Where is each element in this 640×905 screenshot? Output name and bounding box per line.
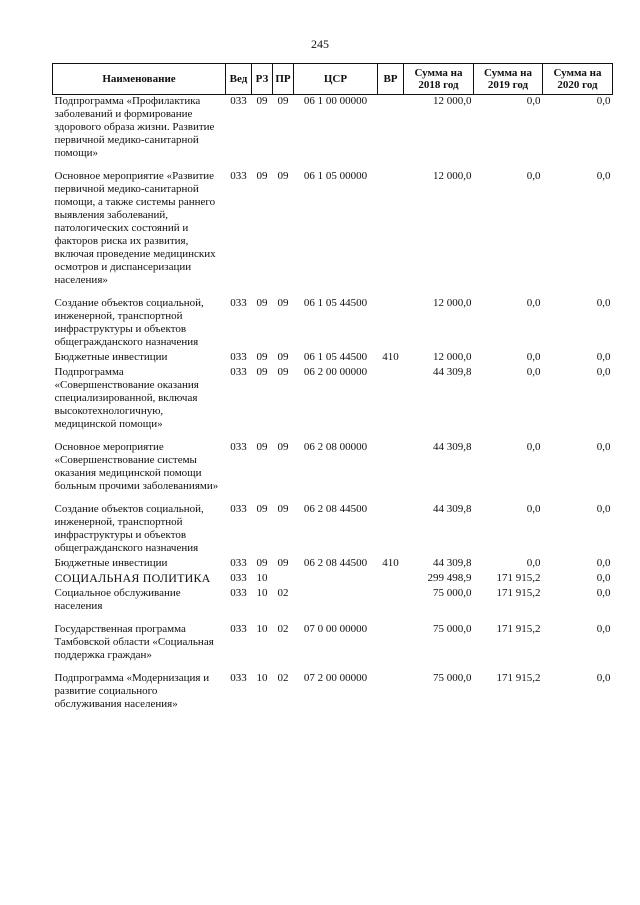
row-ved: 033 xyxy=(230,572,247,584)
row-ved: 033 xyxy=(230,672,247,684)
row-ved: 033 xyxy=(230,587,247,599)
row-rz: 10 xyxy=(256,672,268,684)
table-row xyxy=(53,351,613,366)
row-pr: 02 xyxy=(277,587,289,599)
row-sum-2020: 0,0 xyxy=(596,366,611,378)
row-sum-2020: 0,0 xyxy=(596,297,611,309)
table-row xyxy=(53,366,613,441)
header-sum-2019: Сумма на 2019 год xyxy=(474,64,543,95)
row-csr: 06 2 08 44500 xyxy=(303,503,368,515)
row-pr: 09 xyxy=(277,441,289,453)
row-csr: 06 2 00 00000 xyxy=(303,366,368,378)
row-name: Создание объектов социальной, инженерной, транспортной инфраструктуры и объектов общегражданского назначения xyxy=(54,503,204,554)
row-csr: 06 1 05 44500 xyxy=(303,351,368,363)
row-vr xyxy=(378,366,404,441)
row-sum-2019: 171 915,2 xyxy=(496,587,541,599)
row-sum-2020: 0,0 xyxy=(596,503,611,515)
row-csr: 07 2 00 00000 xyxy=(303,672,368,684)
row-sum-2018: 44 309,8 xyxy=(433,441,472,453)
row-csr: 06 1 05 00000 xyxy=(303,170,368,182)
table-row xyxy=(53,503,613,557)
row-sum-2020: 0,0 xyxy=(596,170,611,182)
row-pr: 09 xyxy=(277,351,289,363)
row-rz: 10 xyxy=(256,572,268,584)
header-sum-2018: Сумма на 2018 год xyxy=(404,64,474,95)
row-rz: 09 xyxy=(256,351,268,363)
row-sum-2020: 0,0 xyxy=(596,623,611,635)
row-name: Бюджетные инвестиции xyxy=(54,557,168,569)
row-pr: 09 xyxy=(277,366,289,378)
row-pr: 09 xyxy=(277,503,289,515)
row-ved: 033 xyxy=(230,623,247,635)
row-csr: 06 1 00 00000 xyxy=(303,95,368,107)
header-vr: ВР xyxy=(378,64,404,95)
row-ved: 033 xyxy=(230,366,247,378)
page-number: 245 xyxy=(311,37,329,51)
row-sum-2018: 12 000,0 xyxy=(433,170,472,182)
row-vr xyxy=(378,503,404,557)
row-sum-2019: 0,0 xyxy=(526,95,541,107)
row-rz: 09 xyxy=(256,503,268,515)
row-sum-2018: 12 000,0 xyxy=(433,351,472,363)
row-pr xyxy=(273,572,294,587)
row-rz: 09 xyxy=(256,366,268,378)
table-header-row xyxy=(53,64,613,95)
row-name: Основное мероприятие «Развитие первичной медико-санитарной помощи, а также системы раннего выявления заболеваний, патологических состояний и факторов риска их развития, включая проведение медицинских осмотров и диспансеризации населения» xyxy=(54,170,216,286)
row-sum-2018: 44 309,8 xyxy=(433,366,472,378)
row-name: Социальное обслуживание населения xyxy=(54,587,181,612)
row-name: Государственная программа Тамбовской области «Социальная поддержка граждан» xyxy=(54,623,214,661)
row-rz: 09 xyxy=(256,297,268,309)
row-sum-2019: 171 915,2 xyxy=(496,672,541,684)
row-rz: 09 xyxy=(256,95,268,107)
row-csr: 06 1 05 44500 xyxy=(303,297,368,309)
header-pr: ПР xyxy=(273,64,294,95)
row-sum-2019: 0,0 xyxy=(526,366,541,378)
row-vr xyxy=(378,572,404,587)
row-sum-2018: 44 309,8 xyxy=(433,557,472,569)
row-sum-2019: 0,0 xyxy=(526,557,541,569)
table-row xyxy=(53,170,613,297)
table-row xyxy=(53,587,613,623)
row-vr xyxy=(378,170,404,297)
row-sum-2019: 0,0 xyxy=(526,503,541,515)
row-sum-2020: 0,0 xyxy=(596,441,611,453)
header-name: Наименование xyxy=(53,64,226,95)
row-pr: 09 xyxy=(277,170,289,182)
row-sum-2020: 0,0 xyxy=(596,572,611,584)
row-sum-2018: 75 000,0 xyxy=(433,587,472,599)
header-sum-2020: Сумма на 2020 год xyxy=(543,64,613,95)
budget-table xyxy=(52,63,613,721)
row-name: Подпрограмма «Профилактика заболеваний и формирование здорового образа жизни. Развитие первичной медико-санитарной помощи» xyxy=(54,95,215,159)
row-sum-2019: 171 915,2 xyxy=(496,572,541,584)
table-row xyxy=(53,572,613,587)
row-sum-2020: 0,0 xyxy=(596,557,611,569)
row-sum-2018: 44 309,8 xyxy=(433,503,472,515)
row-sum-2018: 299 498,9 xyxy=(427,572,472,584)
row-ved: 033 xyxy=(230,351,247,363)
header-rz: РЗ xyxy=(252,64,273,95)
table-row xyxy=(53,557,613,572)
table-row xyxy=(53,441,613,503)
row-name: Подпрограмма «Совершенствование оказания специализированной, включая высокотехнологичную, медицинской помощи» xyxy=(54,366,199,430)
row-vr: 410 xyxy=(382,351,399,363)
row-rz: 10 xyxy=(256,587,268,599)
row-sum-2018: 12 000,0 xyxy=(433,95,472,107)
row-rz: 09 xyxy=(256,557,268,569)
row-sum-2018: 75 000,0 xyxy=(433,623,472,635)
row-rz: 09 xyxy=(256,170,268,182)
row-name: Бюджетные инвестиции xyxy=(54,351,168,363)
row-vr xyxy=(378,587,404,623)
row-pr: 09 xyxy=(277,297,289,309)
table-row xyxy=(53,297,613,351)
row-sum-2020: 0,0 xyxy=(596,95,611,107)
row-rz: 09 xyxy=(256,441,268,453)
row-sum-2019: 171 915,2 xyxy=(496,623,541,635)
table-row xyxy=(53,95,613,171)
row-ved: 033 xyxy=(230,557,247,569)
row-name: Создание объектов социальной, инженерной, транспортной инфраструктуры и объектов общегражданского назначения xyxy=(54,297,204,348)
row-sum-2018: 12 000,0 xyxy=(433,297,472,309)
row-csr: 06 2 08 00000 xyxy=(303,441,368,453)
row-sum-2019: 0,0 xyxy=(526,170,541,182)
row-vr xyxy=(378,95,404,171)
row-vr xyxy=(378,441,404,503)
row-vr xyxy=(378,623,404,672)
row-sum-2019: 0,0 xyxy=(526,351,541,363)
row-pr: 09 xyxy=(277,557,289,569)
header-ved: Вед xyxy=(226,64,252,95)
row-sum-2019: 0,0 xyxy=(526,441,541,453)
table-row xyxy=(53,672,613,721)
row-pr: 02 xyxy=(277,672,289,684)
row-sum-2020: 0,0 xyxy=(596,351,611,363)
row-pr: 02 xyxy=(277,623,289,635)
row-name: Подпрограмма «Модернизация и развитие социального обслуживания населения» xyxy=(54,672,210,710)
row-ved: 033 xyxy=(230,441,247,453)
row-csr xyxy=(294,572,378,587)
table-body xyxy=(53,95,613,722)
row-name: СОЦИАЛЬНАЯ ПОЛИТИКА xyxy=(54,571,211,585)
header-csr: ЦСР xyxy=(294,64,378,95)
row-name: Основное мероприятие «Совершенствование системы оказания медицинской помощи больным прочими заболеваниями» xyxy=(54,441,219,492)
row-pr: 09 xyxy=(277,95,289,107)
row-vr xyxy=(378,672,404,721)
row-ved: 033 xyxy=(230,170,247,182)
row-sum-2018: 75 000,0 xyxy=(433,672,472,684)
row-ved: 033 xyxy=(230,297,247,309)
row-rz: 10 xyxy=(256,623,268,635)
row-sum-2020: 0,0 xyxy=(596,672,611,684)
row-vr xyxy=(378,297,404,351)
row-sum-2020: 0,0 xyxy=(596,587,611,599)
row-csr: 07 0 00 00000 xyxy=(303,623,368,635)
row-vr: 410 xyxy=(382,557,399,569)
row-ved: 033 xyxy=(230,95,247,107)
row-csr: 06 2 08 44500 xyxy=(303,557,368,569)
row-sum-2019: 0,0 xyxy=(526,297,541,309)
row-ved: 033 xyxy=(230,503,247,515)
row-csr xyxy=(294,587,378,623)
table-row xyxy=(53,623,613,672)
